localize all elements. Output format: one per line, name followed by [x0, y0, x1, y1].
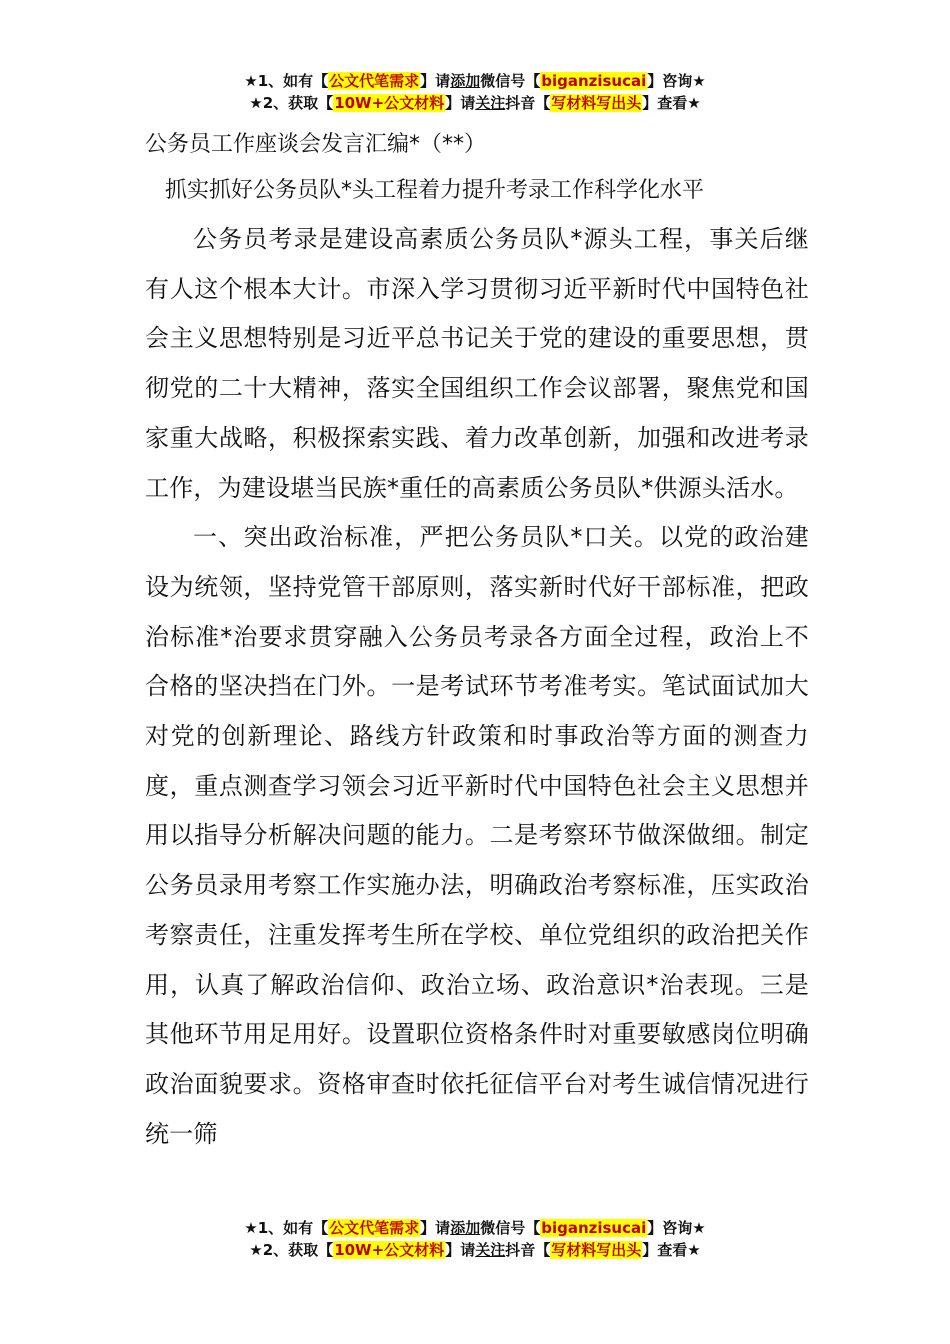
document-subtitle: 抓实抓好公务员队*头工程着力提升考录工作科学化水平 — [165, 178, 705, 203]
document-title: 公务员工作座谈会发言汇编*（**） — [145, 132, 487, 157]
banner-highlight-wechat-id: biganzisucai — [541, 72, 647, 90]
banner-text: ★1、如有【 — [244, 72, 329, 90]
bottom-banner — [0, 1217, 950, 1261]
paragraph-intro: 公务员考录是建设高素质公务员队*源头工程，事关后继有人这个根本大计。市深入学习贯彻习近平新时代中国特色社会主义思想特别是习近平总书记关于党的建设的重要思想，贯彻党的二十大精神，落实全国组织工作会议部署，聚焦党和国家重大战略，积极探索实践、着力改革创新，加强和改进考录工作，为建设堪当民族*重任的高素质公务员队*供源头活水。 — [145, 225, 809, 502]
banner-text: ★2、获取【 — [249, 1241, 334, 1259]
banner-line-1 — [0, 70, 950, 92]
document-body — [145, 127, 809, 1159]
banner-underlined-text: 添加 — [450, 72, 481, 90]
banner-text: 】请 — [445, 94, 476, 112]
banner-highlight-materials: 10W+公文材料 — [334, 94, 445, 112]
banner-highlight-douyin: 写材料写出头 — [551, 94, 642, 112]
banner-text: 】咨询★ — [647, 72, 706, 90]
banner-text: 】请 — [420, 1219, 451, 1237]
banner-line-2 — [0, 92, 950, 114]
banner-highlight-service: 公文代笔需求 — [329, 72, 420, 90]
banner-underlined-text: 关注 — [475, 1241, 506, 1259]
banner-text: 抖音【 — [505, 94, 551, 112]
paragraph-section-1: 一、突出政治标准，严把公务员队*口关。以党的政治建设为统领，坚持党管干部原则，落实新时代好干部标准，把政治标准*治要求贯穿融入公务员考录各方面全过程，政治上不合格的坚决挡在门外。一是考试环节考准考实。笔试面试加大对党的创新理论、路线方针政策和时事政治等方面的测查力度，重点测查学习领会习近平新时代中国特色社会主义思想并用以指导分析解决问题的能力。二是考察环节做深做细。制定公务员录用考察工作实施办法，明确政治考察标准，压实政治考察责任，注重发挥考生所在学校、单位党组织的政治把关作用，认真了解政治信仰、政治立场、政治意识*治表现。三是其他环节用足用好。设置职位资格条件时对重要敏感岗位明确政治面貌要求。资格审查时依托征信平台对考生诚信情况进行统一筛 — [145, 523, 809, 1148]
banner-text: 】查看★ — [642, 1241, 701, 1259]
banner-text: 】请 — [420, 72, 451, 90]
banner-highlight-materials: 10W+公文材料 — [334, 1241, 445, 1259]
banner-highlight-douyin: 写材料写出头 — [551, 1241, 642, 1259]
banner-text: 】请 — [445, 1241, 476, 1259]
top-banner — [0, 70, 950, 114]
banner-text: 微信号【 — [480, 72, 541, 90]
banner-text: ★1、如有【 — [244, 1219, 329, 1237]
banner-text: 】查看★ — [642, 94, 701, 112]
banner-text: 抖音【 — [505, 1241, 551, 1259]
banner-line-2 — [0, 1239, 950, 1261]
banner-highlight-service: 公文代笔需求 — [329, 1219, 420, 1237]
banner-underlined-text: 关注 — [475, 94, 506, 112]
banner-text: 微信号【 — [480, 1219, 541, 1237]
banner-text: 】咨询★ — [647, 1219, 706, 1237]
banner-underlined-text: 添加 — [450, 1219, 481, 1237]
banner-line-1 — [0, 1217, 950, 1239]
banner-highlight-wechat-id: biganzisucai — [541, 1219, 647, 1237]
banner-text: ★2、获取【 — [249, 94, 334, 112]
